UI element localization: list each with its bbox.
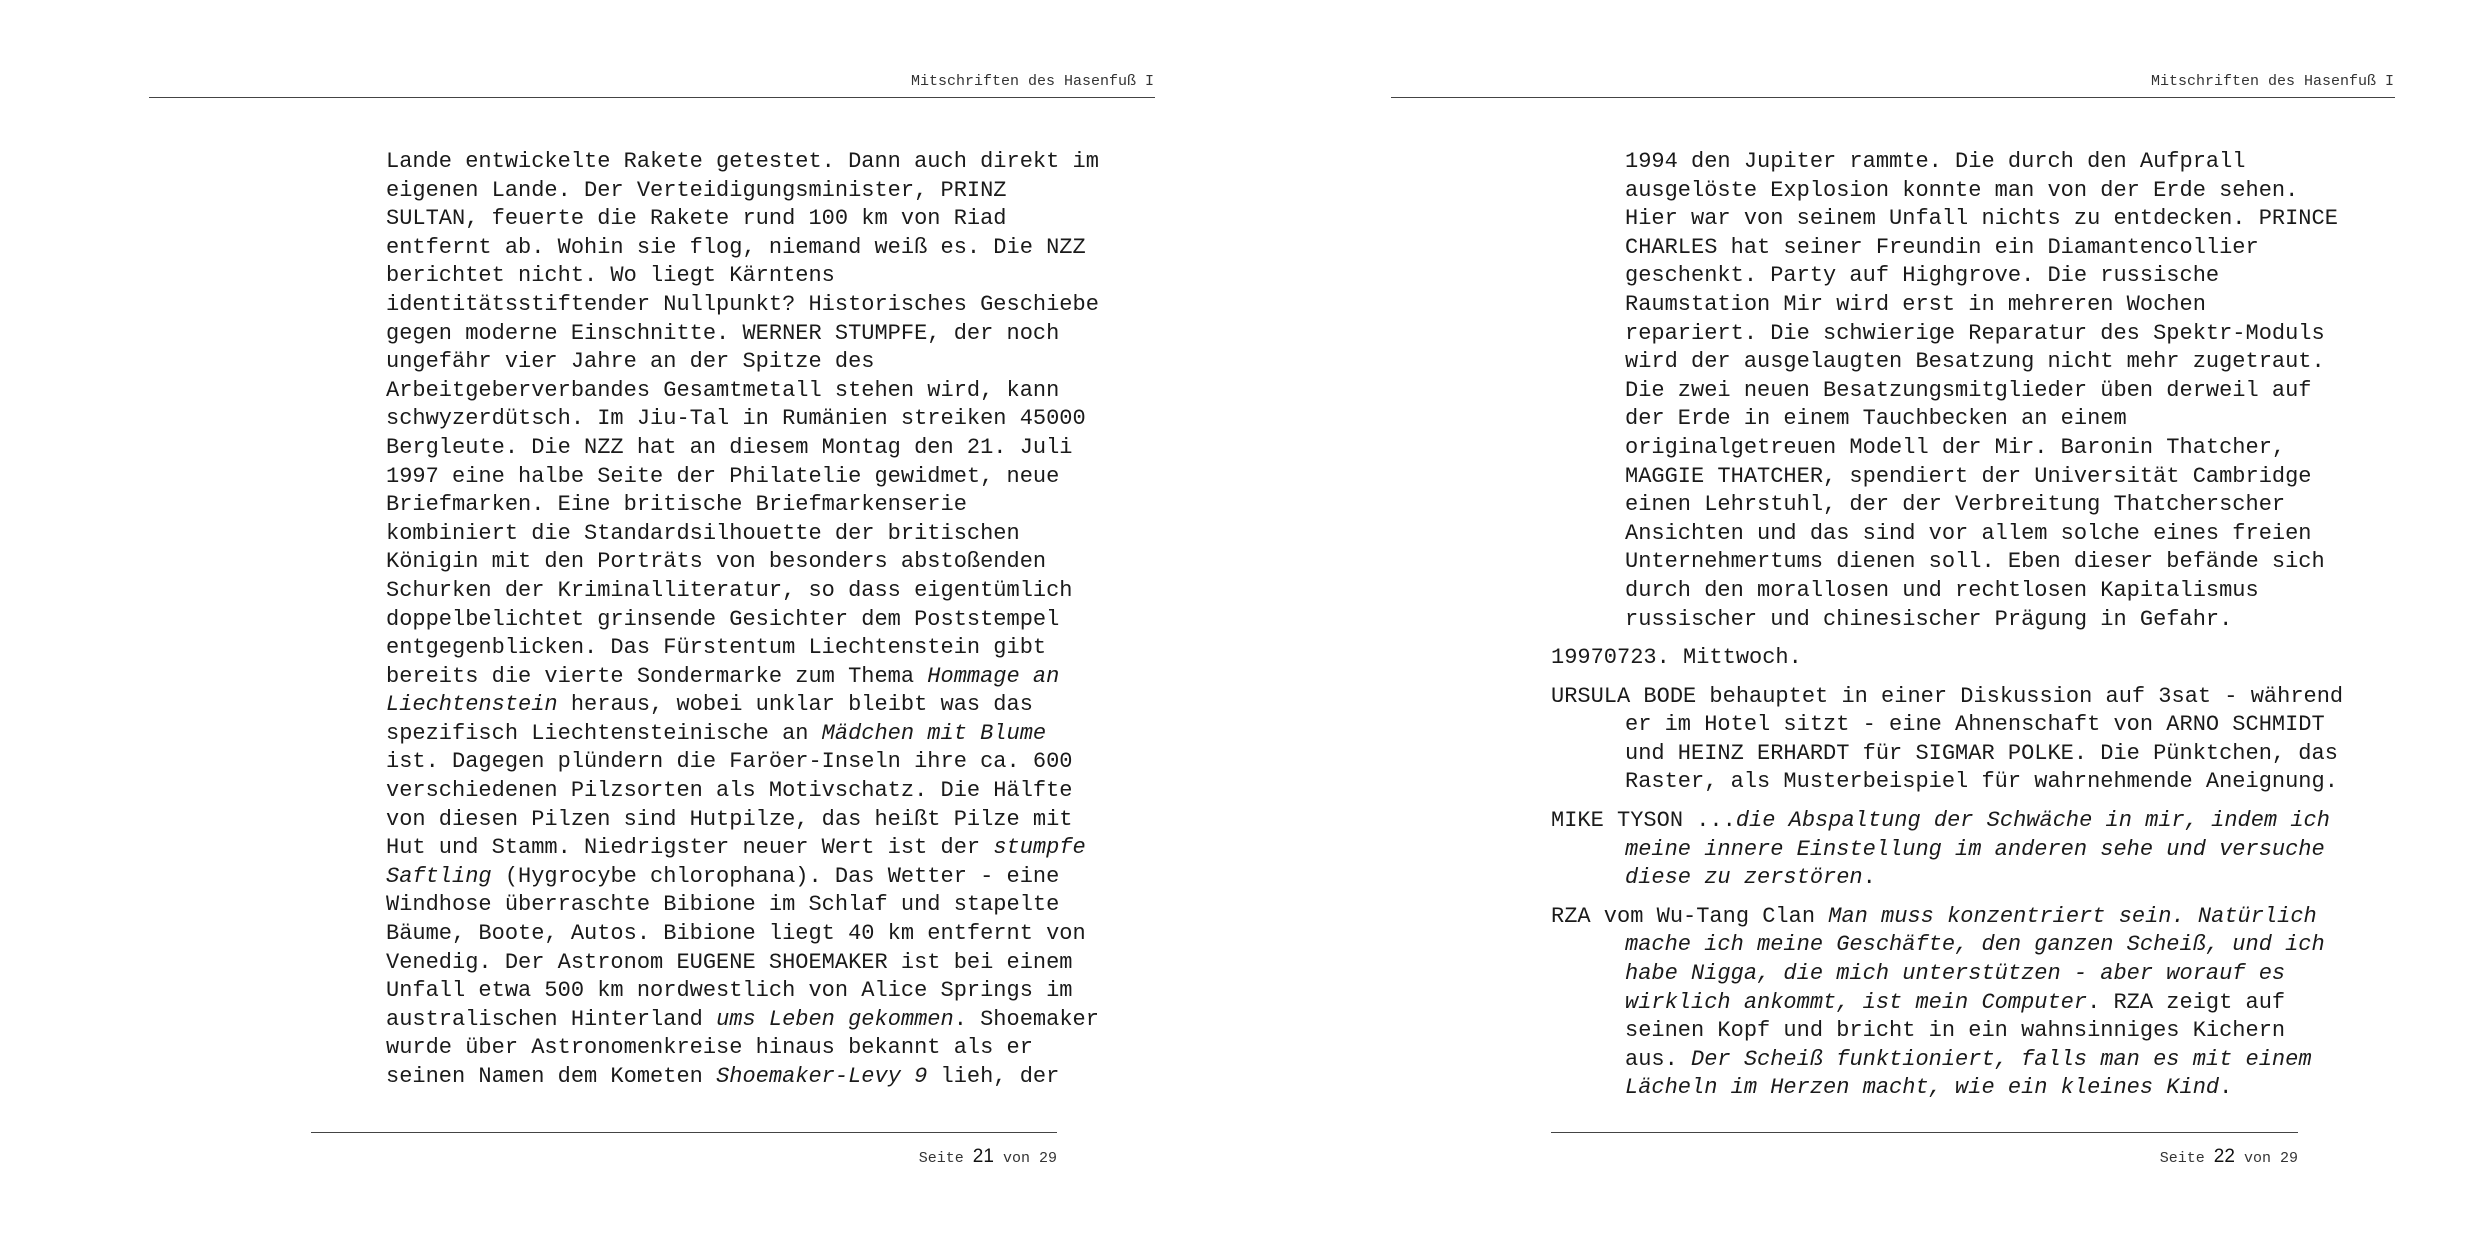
text-line	[1551, 348, 2343, 377]
text-run: Bergleute. Die NZZ hat an diesem Montag den 21. Juli	[386, 434, 1073, 460]
text-line	[386, 234, 1099, 263]
text-run: 19970723. Mittwoch.	[1551, 645, 1802, 671]
text-run: Ansichten und das sind vor allem solche eines freien	[1625, 520, 2312, 546]
text-line	[1551, 434, 2343, 463]
text-run: er im Hotel sitzt - eine Ahnenschaft von ARNO SCHMIDT	[1625, 712, 2325, 738]
text-run: Raster, als Musterbeispiel für wahrnehmende Aneignung.	[1625, 769, 2338, 795]
text-line	[1551, 1074, 2343, 1103]
text-line	[386, 806, 1099, 835]
text-run: und HEINZ ERHARDT für SIGMAR POLKE. Die Pünktchen, das	[1625, 740, 2338, 766]
text-line	[1551, 405, 2343, 434]
italic-text: die Abspaltung der Schwäche in mir, indem ich	[1735, 808, 2330, 834]
text-run: Briefmarken. Eine britische Briefmarkenserie	[386, 492, 967, 518]
page-footer	[2160, 1146, 2298, 1168]
text-run: wird der ausgelaugten Besatzung nicht mehr zugetraut.	[1625, 349, 2325, 375]
italic-text: mache ich meine Geschäfte, den ganzen Scheiß, und ich	[1625, 932, 2325, 958]
text-line	[1551, 807, 2343, 836]
text-run: doppelbelichtet grinsende Gesichter dem Poststempel	[386, 606, 1060, 632]
text-line	[1551, 262, 2343, 291]
text-run: 1994 den Jupiter rammte. Die durch den Aufprall	[1625, 149, 2246, 174]
italic-text: wirklich ankommt, ist mein Computer	[1625, 989, 2088, 1015]
text-line	[386, 777, 1099, 806]
text-run: geschenkt. Party auf Highgrove. Die russische	[1625, 263, 2220, 289]
text-line	[386, 177, 1099, 206]
text-line	[386, 377, 1099, 406]
text-run: repariert. Die schwierige Reparatur des Spektr-Moduls	[1625, 320, 2325, 346]
footer-sep: von	[1002, 1150, 1030, 1167]
header-rule	[1391, 97, 2395, 98]
text-line	[1551, 864, 2343, 893]
text-run: Windhose überraschte Bibione im Schlaf und stapelte	[386, 892, 1060, 918]
text-line	[386, 548, 1099, 577]
text-run: ungefähr vier Jahre an der Spitze des	[386, 349, 875, 375]
text-line	[386, 491, 1099, 520]
text-line	[1551, 768, 2343, 797]
text-run: Die zwei neuen Besatzungsmitglieder üben derweil auf	[1625, 377, 2312, 403]
text-run: Raumstation Mir wird erst in mehreren Wochen	[1625, 291, 2206, 317]
text-line	[1551, 177, 2343, 206]
text-run: RZA vom Wu-Tang Clan	[1551, 903, 1829, 929]
text-line	[1551, 205, 2343, 234]
text-run: ist. Dagegen plündern die Faröer-Inseln ihre ca. 600	[386, 749, 1073, 775]
italic-text: ums Leben gekommen	[716, 1006, 954, 1032]
page-total: 29	[1038, 1150, 1057, 1167]
text-line	[386, 977, 1099, 1006]
text-run: schwyzerdütsch. Im Jiu-Tal in Rumänien streiken 45000	[386, 406, 1086, 432]
text-line	[386, 606, 1099, 635]
text-line	[386, 262, 1099, 291]
paragraph-gap	[1551, 673, 2343, 683]
text-run: heraus, wobei unklar bleibt was das	[557, 692, 1033, 718]
text-line	[1551, 463, 2343, 492]
text-line	[1551, 577, 2343, 606]
text-line	[1551, 903, 2343, 932]
text-run: russischer und chinesischer Prägung in Gefahr.	[1625, 606, 2233, 632]
text-run: .	[1862, 865, 1876, 891]
running-header: Mitschriften des Hasenfuß I	[910, 73, 1154, 90]
text-line	[1551, 683, 2343, 712]
text-run: einen Lehrstuhl, der der Verbreitung Thatcherscher	[1625, 492, 2286, 518]
text-run: .	[2219, 1075, 2233, 1101]
page-right	[1240, 0, 2480, 1240]
text-line	[386, 434, 1099, 463]
text-run: der Erde in einem Tauchbecken an einem	[1625, 406, 2127, 432]
text-line	[386, 205, 1099, 234]
paragraph-gap	[1551, 634, 2343, 644]
text-line	[386, 1006, 1099, 1035]
text-line	[386, 691, 1099, 720]
text-run: Unternehmertums dienen soll. Eben dieser befände sich	[1625, 549, 2325, 575]
text-run: lieh, der	[927, 1064, 1060, 1089]
text-run: Hut und Stamm. Niedrigster neuer Wert ist der	[386, 835, 994, 861]
text-line	[1551, 960, 2343, 989]
text-line	[1551, 148, 2343, 177]
text-run: seinen Namen dem Kometen	[386, 1064, 717, 1089]
footer-prefix: Seite	[918, 1150, 964, 1167]
text-line	[386, 348, 1099, 377]
italic-text: Saftling	[386, 863, 492, 889]
text-line	[1551, 291, 2343, 320]
text-line	[386, 663, 1099, 692]
text-line	[386, 577, 1099, 606]
text-run: Venedig. Der Astronom EUGENE SHOEMAKER ist bei einem	[386, 949, 1073, 975]
text-run: von diesen Pilzen sind Hutpilze, das heißt Pilze mit	[386, 806, 1073, 832]
italic-text: Shoemaker-Levy 9	[716, 1064, 928, 1089]
text-line	[386, 463, 1099, 492]
footer-sep: von	[2243, 1150, 2271, 1167]
running-header: Mitschriften des Hasenfuß I	[2150, 73, 2394, 90]
text-run: Unfall etwa 500 km nordwestlich von Alice Springs im	[386, 978, 1073, 1004]
text-line	[386, 748, 1099, 777]
text-line	[1551, 520, 2343, 549]
italic-text: Man muss konzentriert sein. Natürlich	[1828, 903, 2317, 929]
page-total: 29	[2279, 1150, 2298, 1167]
text-run: 1997 eine halbe Seite der Philatelie gewidmet, neue	[386, 463, 1060, 489]
text-line	[386, 405, 1099, 434]
text-run: entfernt ab. Wohin sie flog, niemand weiß es. Die NZZ	[386, 234, 1086, 260]
text-line	[1551, 320, 2343, 349]
text-run: bereits die vierte Sondermarke zum Thema	[386, 663, 928, 689]
text-line	[386, 148, 1099, 177]
text-run: Lande entwickelte Rakete getestet. Dann auch direkt im	[386, 149, 1099, 174]
italic-text: Lächeln im Herzen macht, wie ein kleines Kind	[1625, 1075, 2220, 1101]
italic-text: Der Scheiß funktioniert, falls man es mit einem	[1691, 1046, 2312, 1072]
italic-text: Mädchen mit Blume	[821, 720, 1047, 746]
paragraph-gap	[1551, 797, 2343, 807]
text-line	[1551, 606, 2343, 635]
text-line	[1551, 234, 2343, 263]
footer-rule	[311, 1132, 1057, 1133]
text-run: SULTAN, feuerte die Rakete rund 100 km von Riad	[386, 206, 1007, 232]
text-run: ausgelöste Explosion konnte man von der Erde sehen.	[1625, 177, 2299, 203]
text-run: Arbeitgeberverbandes Gesamtmetall stehen wird, kann	[386, 377, 1060, 403]
text-line	[1551, 1046, 2343, 1075]
text-run: . Shoemaker	[953, 1006, 1099, 1032]
page-footer	[919, 1146, 1057, 1168]
text-line	[1551, 548, 2343, 577]
text-run: Schurken der Kriminalliteratur, so dass eigentümlich	[386, 577, 1073, 603]
text-run: MIKE TYSON ...	[1551, 808, 1736, 834]
body-text	[1551, 148, 2343, 1103]
footer-prefix: Seite	[2159, 1150, 2205, 1167]
text-line	[1551, 644, 2343, 673]
text-line	[1551, 836, 2343, 865]
text-line	[386, 720, 1099, 749]
page-number: 21	[972, 1146, 994, 1167]
text-run: MAGGIE THATCHER, spendiert der Universität Cambridge	[1625, 463, 2312, 489]
text-line	[1551, 931, 2343, 960]
text-run: kombiniert die Standardsilhouette der britischen	[386, 520, 1020, 546]
italic-text: Hommage an	[927, 663, 1060, 689]
text-line	[386, 320, 1099, 349]
paragraph-gap	[1551, 893, 2343, 903]
text-run: URSULA BODE behauptet in einer Diskussion auf 3sat - während	[1551, 683, 2344, 709]
text-run: verschiedenen Pilzsorten als Motivschatz. Die Hälfte	[386, 778, 1073, 804]
text-line	[386, 891, 1099, 920]
page-number: 22	[2213, 1146, 2235, 1167]
italic-text: habe Nigga, die mich unterstützen - aber worauf es	[1625, 961, 2286, 987]
footer-rule	[1551, 1132, 2298, 1133]
text-line	[386, 291, 1099, 320]
text-line	[1551, 377, 2343, 406]
text-line	[386, 634, 1099, 663]
text-line	[386, 863, 1099, 892]
text-run: CHARLES hat seiner Freundin ein Diamantencollier	[1625, 234, 2259, 260]
text-run: seinen Kopf und bricht in ein wahnsinniges Kichern	[1625, 1018, 2286, 1044]
italic-text: stumpfe	[993, 835, 1086, 861]
text-run: entgegenblicken. Das Fürstentum Liechtenstein gibt	[386, 635, 1047, 661]
text-run: . RZA zeigt auf	[2087, 989, 2286, 1015]
text-line	[1551, 740, 2343, 769]
text-run: (Hygrocybe chlorophana). Das Wetter - eine	[491, 863, 1060, 889]
text-run: wurde über Astronomenkreise hinaus bekannt als er	[386, 1035, 1033, 1061]
text-run: eigenen Lande. Der Verteidigungsminister, PRINZ	[386, 177, 1007, 203]
italic-text: Liechtenstein	[386, 692, 558, 718]
text-line	[386, 949, 1099, 978]
text-run: identitätsstiftender Nullpunkt? Historisches Geschiebe	[386, 291, 1099, 317]
text-run: aus.	[1625, 1046, 1692, 1072]
text-line	[1551, 491, 2343, 520]
text-run: Königin mit den Porträts von besonders abstoßenden	[386, 549, 1047, 575]
header-rule	[149, 97, 1155, 98]
text-run: Hier war von seinem Unfall nichts zu entdecken. PRINCE	[1625, 206, 2338, 232]
text-run: gegen moderne Einschnitte. WERNER STUMPFE, der noch	[386, 320, 1060, 346]
italic-text: diese zu zerstören	[1625, 865, 1863, 891]
text-line	[386, 920, 1099, 949]
text-line	[1551, 989, 2343, 1018]
text-line	[386, 1034, 1099, 1063]
text-run: australischen Hinterland	[386, 1006, 717, 1032]
text-run: spezifisch Liechtensteinische an	[386, 720, 822, 746]
text-line	[386, 1063, 1099, 1092]
body-text	[386, 148, 1099, 1092]
text-run: Bäume, Boote, Autos. Bibione liegt 40 km entfernt von	[386, 921, 1086, 947]
text-run: durch den morallosen und rechtlosen Kapitalismus	[1625, 577, 2259, 603]
text-line	[386, 520, 1099, 549]
text-run: berichtet nicht. Wo liegt Kärntens	[386, 263, 835, 289]
text-line	[1551, 1017, 2343, 1046]
italic-text: meine innere Einstellung im anderen sehe und versuche	[1625, 836, 2325, 862]
text-line	[386, 834, 1099, 863]
text-run: originalgetreuen Modell der Mir. Baronin Thatcher,	[1625, 434, 2286, 460]
text-line	[1551, 711, 2343, 740]
